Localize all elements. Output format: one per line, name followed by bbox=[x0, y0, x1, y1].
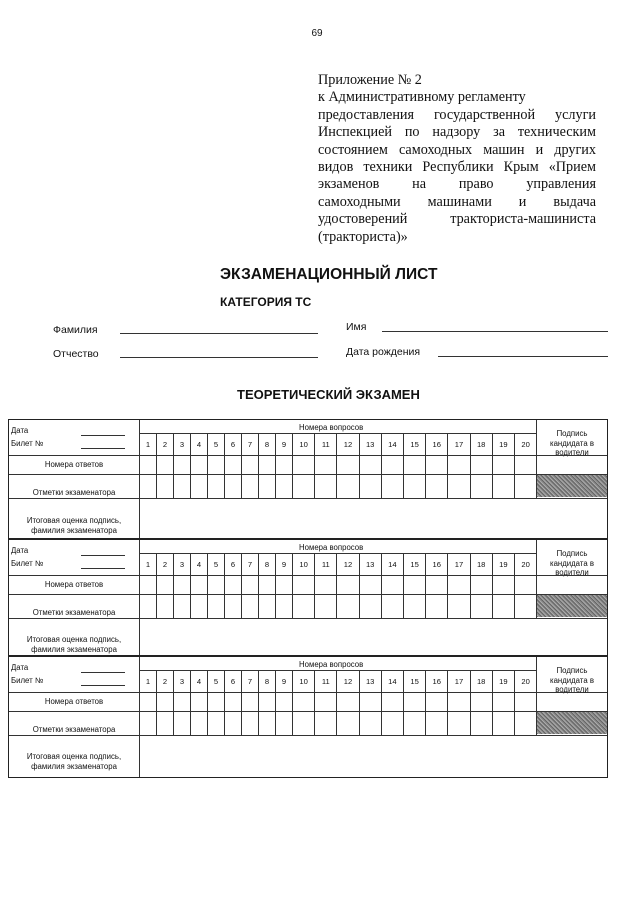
question-number: 19 bbox=[492, 670, 514, 692]
final-grade-label: Итоговая оценка подпись, фамилия экзаменатора bbox=[26, 752, 122, 771]
answer-cell-rule bbox=[258, 575, 259, 618]
answer-cell-rule bbox=[207, 575, 208, 618]
date-field[interactable] bbox=[81, 672, 125, 673]
question-number: 2 bbox=[156, 553, 173, 575]
appendix-line: удостоверений тракториста-машиниста bbox=[318, 211, 596, 228]
question-number: 5 bbox=[207, 433, 224, 455]
date-label: Дата bbox=[11, 546, 29, 555]
answer-cell-rule bbox=[139, 575, 140, 618]
answer-cell-rule bbox=[224, 455, 225, 498]
appendix-line: самоходными машинами и выдача bbox=[318, 193, 596, 210]
table-rule bbox=[9, 618, 607, 619]
answer-cell-rule bbox=[381, 455, 382, 498]
birthdate-label: Дата рождения bbox=[346, 346, 421, 358]
answer-cell-rule bbox=[190, 455, 191, 498]
question-number: 18 bbox=[470, 670, 492, 692]
table-rule bbox=[9, 735, 607, 736]
final-grade-label: Итоговая оценка подпись, фамилия экзаменатора bbox=[26, 635, 122, 654]
answer-cell-rule bbox=[139, 692, 140, 735]
patronymic-field[interactable] bbox=[120, 357, 318, 358]
question-number: 14 bbox=[381, 553, 403, 575]
table-rule bbox=[9, 575, 607, 576]
question-number: 14 bbox=[381, 670, 403, 692]
question-number: 19 bbox=[492, 433, 514, 455]
name-label: Имя bbox=[346, 321, 367, 333]
date-field[interactable] bbox=[81, 555, 125, 556]
page-number: 69 bbox=[311, 28, 323, 39]
ticket-label: Билет № bbox=[11, 439, 44, 448]
question-number: 8 bbox=[258, 670, 275, 692]
signature-header: Подпись кандидата в водители bbox=[550, 429, 594, 457]
question-number: 20 bbox=[514, 553, 536, 575]
section-title: ТЕОРЕТИЧЕСКИЙ ЭКЗАМЕН bbox=[237, 387, 420, 402]
question-number: 14 bbox=[381, 433, 403, 455]
appendix-line: состоянием самоходных машин и других bbox=[318, 141, 596, 158]
question-number: 5 bbox=[207, 553, 224, 575]
marks-label: Отметки экзаменатора bbox=[32, 608, 116, 617]
answer-cell-rule bbox=[359, 692, 360, 735]
answer-cell-rule bbox=[314, 692, 315, 735]
question-number: 8 bbox=[258, 553, 275, 575]
answer-cell-rule bbox=[139, 455, 140, 498]
appendix-line: видов техники Республики Крым «Прием bbox=[318, 159, 596, 176]
appendix-line: (тракториста)» bbox=[318, 228, 408, 245]
signature-shaded-cell bbox=[537, 475, 607, 497]
question-number: 11 bbox=[314, 553, 336, 575]
question-number: 13 bbox=[359, 433, 381, 455]
question-number: 16 bbox=[425, 670, 447, 692]
patronymic-label: Отчество bbox=[53, 348, 99, 360]
answer-cell-rule bbox=[224, 575, 225, 618]
answer-cell-rule bbox=[336, 575, 337, 618]
question-number: 4 bbox=[190, 553, 207, 575]
question-number: 2 bbox=[156, 670, 173, 692]
answer-cell-rule bbox=[336, 692, 337, 735]
question-number: 20 bbox=[514, 670, 536, 692]
answers-label: Номера ответов bbox=[44, 697, 104, 706]
question-number: 6 bbox=[224, 433, 241, 455]
answer-cell-rule bbox=[403, 455, 404, 498]
exam-block bbox=[8, 419, 608, 539]
answer-cell-rule bbox=[292, 455, 293, 498]
answer-cell-rule bbox=[173, 692, 174, 735]
signature-shaded-cell bbox=[537, 712, 607, 734]
answer-cell-rule bbox=[258, 455, 259, 498]
question-number: 1 bbox=[139, 433, 156, 455]
appendix-note bbox=[318, 72, 596, 246]
category-title: КАТЕГОРИЯ ТС bbox=[220, 295, 312, 309]
answer-cell-rule bbox=[241, 692, 242, 735]
date-label: Дата bbox=[11, 663, 29, 672]
question-number: 9 bbox=[275, 670, 292, 692]
answer-cell-rule bbox=[190, 692, 191, 735]
table-rule bbox=[9, 692, 607, 693]
question-number: 12 bbox=[336, 553, 358, 575]
answer-cell-rule bbox=[156, 455, 157, 498]
ticket-label: Билет № bbox=[11, 559, 44, 568]
final-grade-label: Итоговая оценка подпись, фамилия экзаменатора bbox=[26, 516, 122, 535]
answers-label: Номера ответов bbox=[44, 580, 104, 589]
answers-label: Номера ответов bbox=[44, 460, 104, 469]
question-number: 19 bbox=[492, 553, 514, 575]
question-number: 9 bbox=[275, 433, 292, 455]
answer-cell-rule bbox=[275, 692, 276, 735]
answer-cell-rule bbox=[359, 455, 360, 498]
question-number: 1 bbox=[139, 670, 156, 692]
answer-cell-rule bbox=[173, 575, 174, 618]
signature-shaded-cell bbox=[537, 595, 607, 617]
table-rule bbox=[9, 474, 607, 475]
answer-cell-rule bbox=[258, 692, 259, 735]
question-number: 9 bbox=[275, 553, 292, 575]
answer-cell-rule bbox=[156, 692, 157, 735]
answer-cell-rule bbox=[336, 455, 337, 498]
answer-cell-rule bbox=[447, 455, 448, 498]
questions-header: Номера вопросов bbox=[299, 660, 364, 669]
answer-cell-rule bbox=[470, 455, 471, 498]
answer-cell-rule bbox=[447, 575, 448, 618]
questions-header: Номера вопросов bbox=[299, 543, 364, 552]
answer-cell-rule bbox=[314, 575, 315, 618]
question-number: 11 bbox=[314, 670, 336, 692]
question-number: 1 bbox=[139, 553, 156, 575]
answer-cell-rule bbox=[403, 575, 404, 618]
question-number: 17 bbox=[447, 553, 469, 575]
surname-field[interactable] bbox=[120, 333, 318, 334]
answer-cell-rule bbox=[292, 575, 293, 618]
question-number: 7 bbox=[241, 670, 258, 692]
answer-cell-rule bbox=[447, 692, 448, 735]
question-number: 20 bbox=[514, 433, 536, 455]
appendix-line: Приложение № 2 bbox=[318, 72, 422, 88]
question-number: 8 bbox=[258, 433, 275, 455]
question-number: 10 bbox=[292, 670, 314, 692]
question-number: 11 bbox=[314, 433, 336, 455]
answer-cell-rule bbox=[359, 575, 360, 618]
question-number: 3 bbox=[173, 433, 190, 455]
exam-block bbox=[8, 539, 608, 656]
question-number: 4 bbox=[190, 433, 207, 455]
question-number: 13 bbox=[359, 670, 381, 692]
question-number: 15 bbox=[403, 670, 425, 692]
answer-cell-rule bbox=[292, 692, 293, 735]
answer-cell-rule bbox=[425, 575, 426, 618]
answer-cell-rule bbox=[514, 575, 515, 618]
appendix-line: Инспекцией по надзору за техническим bbox=[318, 124, 596, 141]
questions-header: Номера вопросов bbox=[299, 423, 364, 432]
question-number: 7 bbox=[241, 553, 258, 575]
question-number: 3 bbox=[173, 670, 190, 692]
answer-cell-rule bbox=[403, 692, 404, 735]
answer-cell-rule bbox=[275, 575, 276, 618]
question-number: 18 bbox=[470, 433, 492, 455]
question-number: 6 bbox=[224, 553, 241, 575]
answer-cell-rule bbox=[514, 692, 515, 735]
answer-cell-rule bbox=[425, 692, 426, 735]
question-number: 12 bbox=[336, 433, 358, 455]
answer-cell-rule bbox=[381, 692, 382, 735]
table-rule bbox=[9, 594, 607, 595]
question-number: 5 bbox=[207, 670, 224, 692]
appendix-line: предоставления государственной услуги bbox=[318, 106, 596, 123]
ticket-field[interactable] bbox=[81, 568, 125, 569]
question-number: 3 bbox=[173, 553, 190, 575]
question-number: 10 bbox=[292, 553, 314, 575]
answer-cell-rule bbox=[156, 575, 157, 618]
question-number: 10 bbox=[292, 433, 314, 455]
birthdate-field[interactable] bbox=[438, 356, 608, 357]
question-number: 16 bbox=[425, 553, 447, 575]
question-number: 15 bbox=[403, 433, 425, 455]
question-number: 16 bbox=[425, 433, 447, 455]
question-number: 13 bbox=[359, 553, 381, 575]
question-number: 2 bbox=[156, 433, 173, 455]
answer-cell-rule bbox=[514, 455, 515, 498]
table-rule bbox=[9, 711, 607, 712]
answer-cell-rule bbox=[492, 575, 493, 618]
question-number: 17 bbox=[447, 670, 469, 692]
answer-cell-rule bbox=[190, 575, 191, 618]
answer-cell-rule bbox=[275, 455, 276, 498]
name-field[interactable] bbox=[382, 331, 608, 332]
exam-block bbox=[8, 656, 608, 778]
signature-header: Подпись кандидата в водители bbox=[550, 666, 594, 694]
ticket-field[interactable] bbox=[81, 685, 125, 686]
answer-cell-rule bbox=[381, 575, 382, 618]
document-title: ЭКЗАМЕНАЦИОННЫЙ ЛИСТ bbox=[220, 266, 438, 283]
question-number: 6 bbox=[224, 670, 241, 692]
table-rule bbox=[9, 455, 607, 456]
question-number: 12 bbox=[336, 670, 358, 692]
answer-cell-rule bbox=[470, 692, 471, 735]
ticket-field[interactable] bbox=[81, 448, 125, 449]
date-label: Дата bbox=[11, 426, 29, 435]
answer-cell-rule bbox=[492, 692, 493, 735]
marks-label: Отметки экзаменатора bbox=[32, 725, 116, 734]
question-number: 17 bbox=[447, 433, 469, 455]
question-number: 4 bbox=[190, 670, 207, 692]
answer-cell-rule bbox=[492, 455, 493, 498]
answer-cell-rule bbox=[224, 692, 225, 735]
answer-cell-rule bbox=[207, 455, 208, 498]
question-number: 7 bbox=[241, 433, 258, 455]
answer-cell-rule bbox=[425, 455, 426, 498]
signature-header: Подпись кандидата в водители bbox=[550, 549, 594, 577]
table-rule bbox=[9, 498, 607, 499]
question-number: 18 bbox=[470, 553, 492, 575]
answer-cell-rule bbox=[314, 455, 315, 498]
ticket-label: Билет № bbox=[11, 676, 44, 685]
answer-cell-rule bbox=[241, 455, 242, 498]
question-number: 15 bbox=[403, 553, 425, 575]
answer-cell-rule bbox=[207, 692, 208, 735]
appendix-line: экзаменов на право управления bbox=[318, 176, 596, 193]
marks-label: Отметки экзаменатора bbox=[32, 488, 116, 497]
surname-label: Фамилия bbox=[53, 324, 98, 336]
date-field[interactable] bbox=[81, 435, 125, 436]
answer-cell-rule bbox=[241, 575, 242, 618]
answer-cell-rule bbox=[173, 455, 174, 498]
appendix-line: к Административному регламенту bbox=[318, 89, 526, 106]
answer-cell-rule bbox=[470, 575, 471, 618]
